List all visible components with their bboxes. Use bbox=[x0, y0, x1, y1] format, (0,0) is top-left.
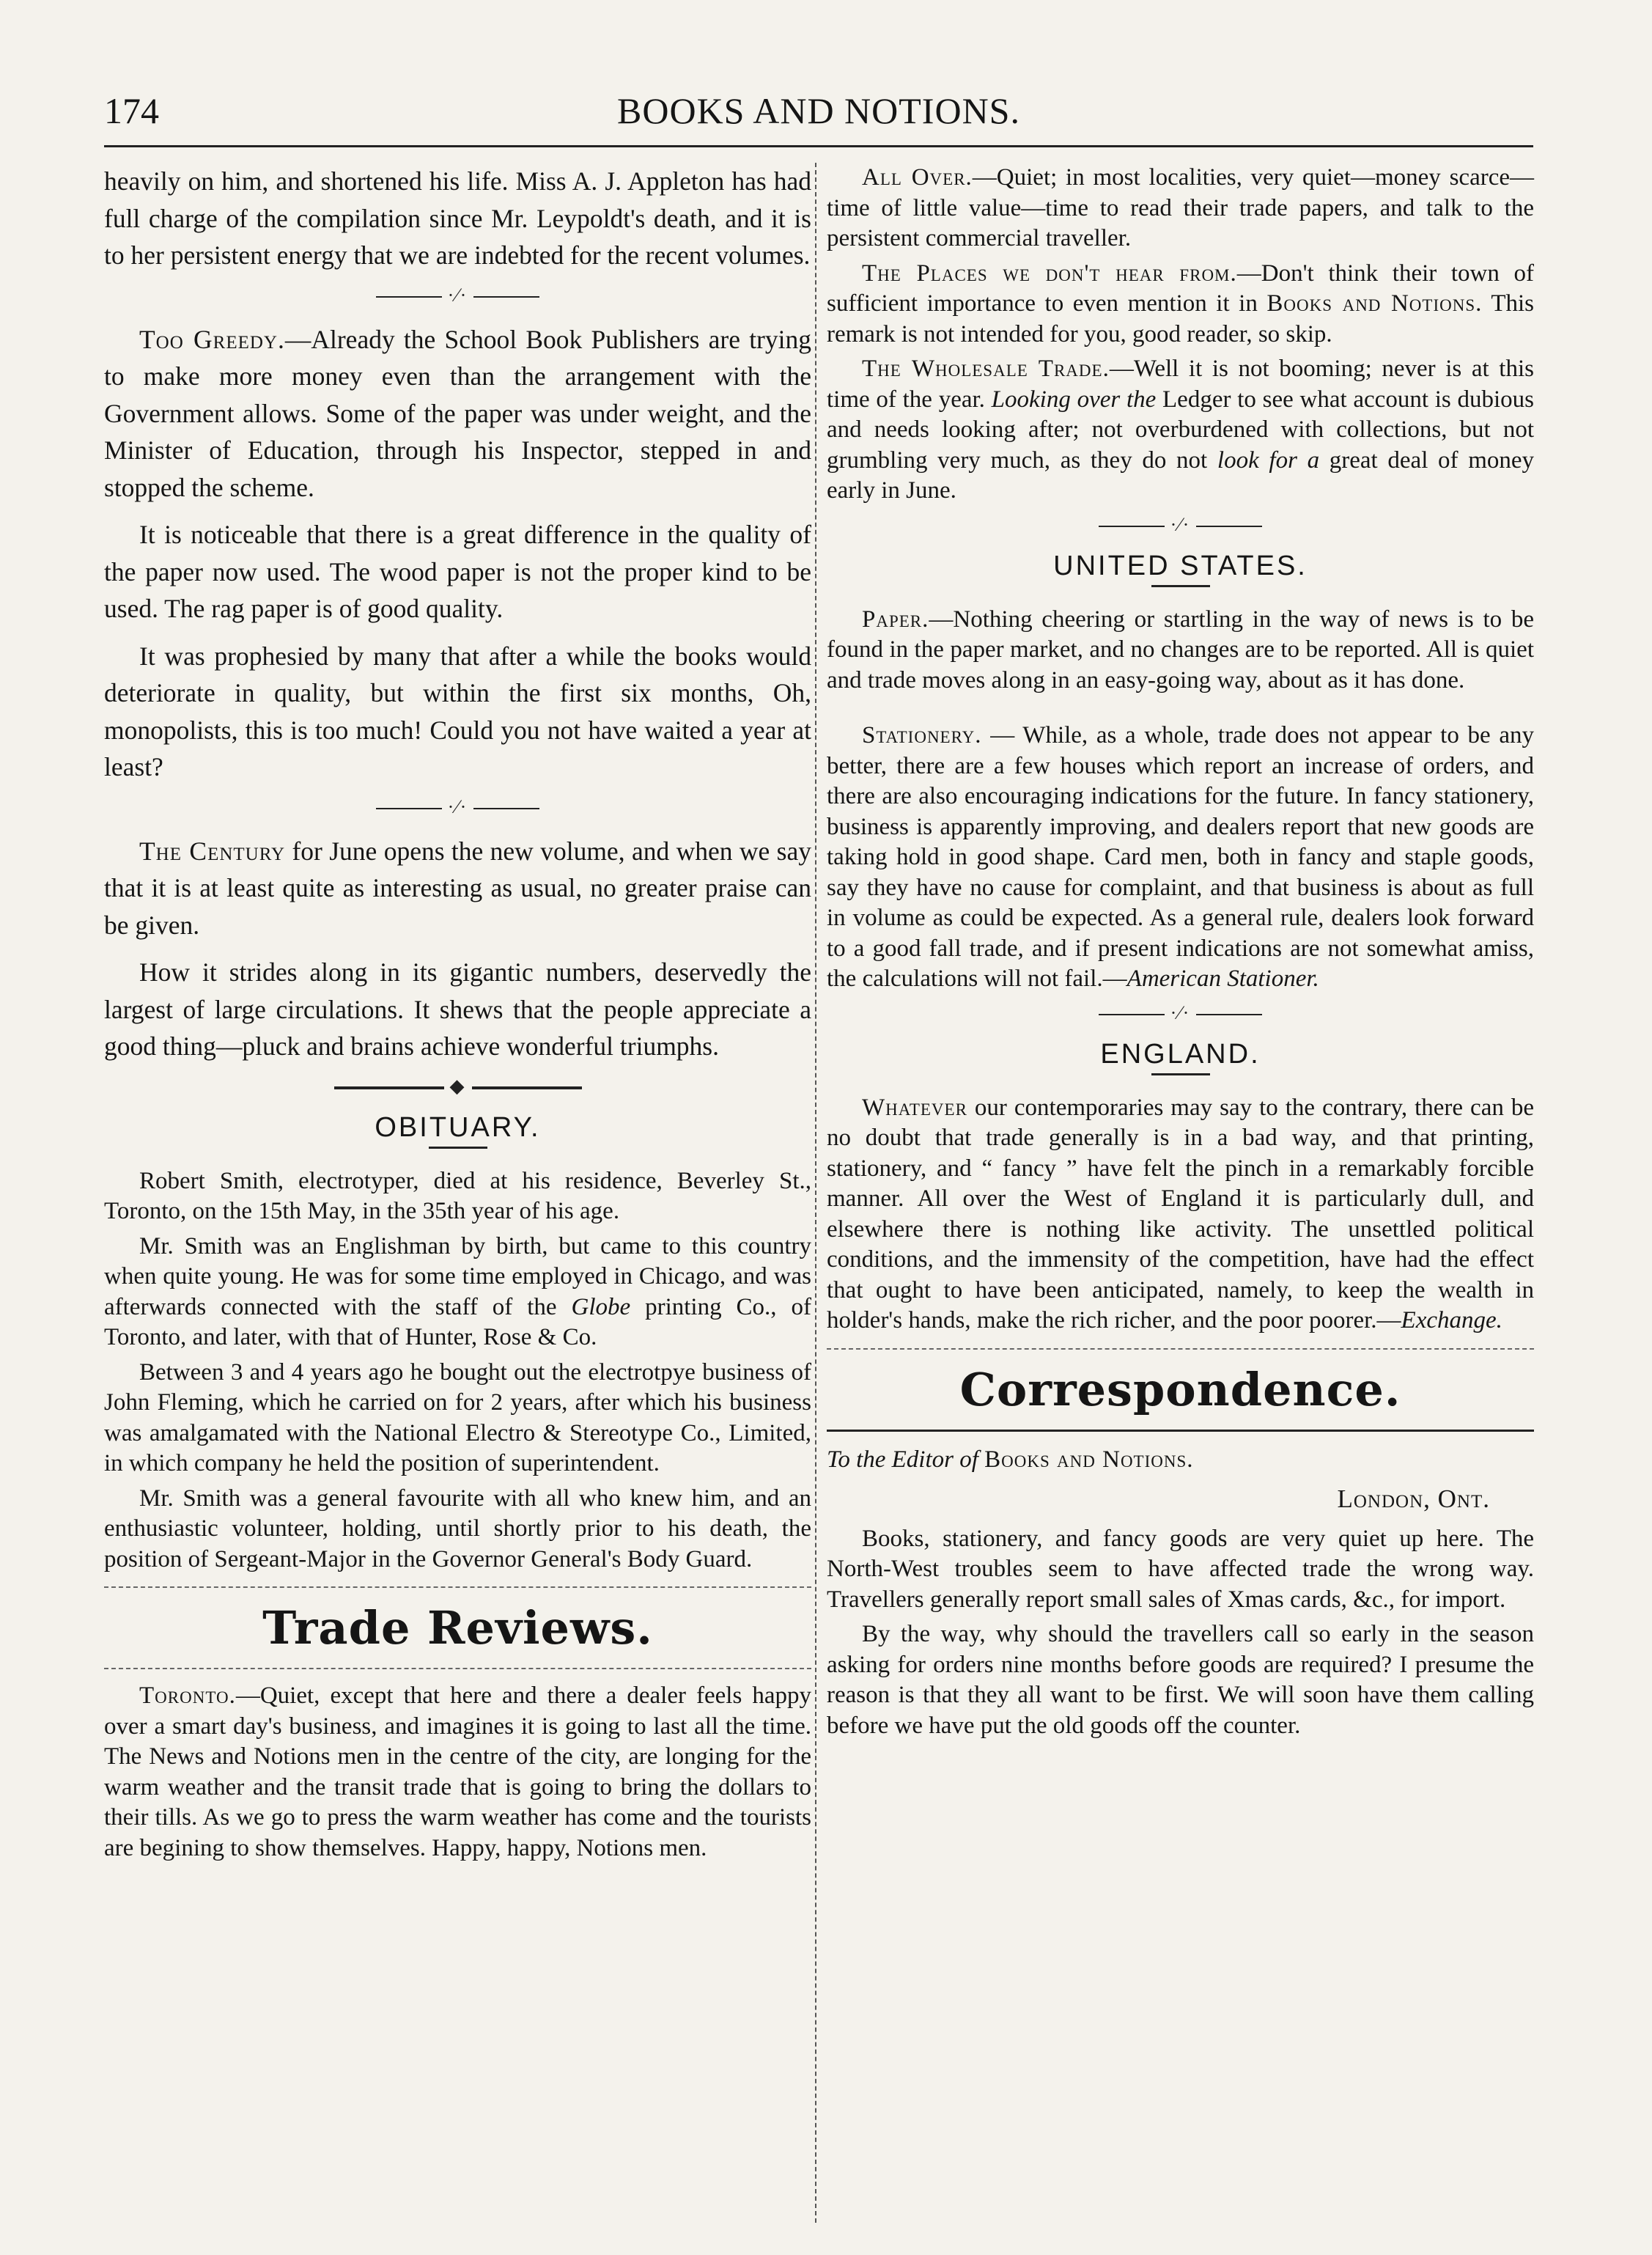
paragraph: It is noticeable that there is a great difference in the quality of the paper now used. The wood paper is not the proper kind to be used. The rag paper is of good quality. bbox=[104, 520, 811, 623]
paragraph-too-greedy bbox=[104, 321, 811, 507]
salutation bbox=[827, 1443, 1534, 1476]
heading-underline bbox=[1151, 1073, 1210, 1075]
dashed-rule bbox=[104, 1586, 811, 1588]
paragraph-paper bbox=[827, 605, 1534, 696]
paragraph-stationery bbox=[827, 721, 1534, 995]
paragraph-text: —Quiet, except that here and there a dealer feels happy over a smart day's business, and imagines it is going to last all the time. The News and Notions men in the centre of the city, are longing for the warm weather and the transit trade that is going to bring the dollars to their tills. As we go to press the warm weather has come and the tourists are begining to show themselves. Happy, happy, Notions men. bbox=[104, 1682, 811, 1861]
paragraph-england bbox=[827, 1093, 1534, 1336]
paragraph-text: great deal of money early in June. bbox=[827, 446, 1535, 504]
solid-rule bbox=[827, 1430, 1534, 1432]
paragraph-toronto bbox=[104, 1681, 811, 1864]
place-name: London, Ont. bbox=[1337, 1484, 1490, 1513]
ornament-divider: ◆ bbox=[104, 1075, 811, 1097]
paragraph-text: our contemporaries may say to the contrary, there can be no doubt that trade generally is in a bad way, and that printing, stationery, and “ fancy ” have felt the pinch in a remarkably forcible manner. All over the West of England it is particularly dull, and elsewhere there is nothing like activity. The unsettled political conditions, and the immensity of the competition, have had the effect that ought to have been anticipated, namely, to keep the wealth in holder's hands, make the rich richer, and the poor poorer.— bbox=[827, 1094, 1534, 1333]
paragraph-text: —Already the School Book Publishers are trying to make more money even than the arrangement with the Government allows. Some of the paper was under weight, and the Minister of Education, through his Inspector, stepped in and stopped the scheme. bbox=[104, 324, 811, 502]
heading-underline bbox=[429, 1147, 487, 1149]
dashed-rule bbox=[104, 1668, 811, 1669]
dashed-rule bbox=[827, 1348, 1534, 1350]
italic-text: Globe bbox=[571, 1293, 631, 1320]
italic-text: look for a bbox=[1217, 446, 1320, 474]
italic-text: Looking over the bbox=[991, 386, 1157, 413]
run-in-heading: Stationery. bbox=[862, 722, 982, 748]
run-in-heading: The Wholesale Trade. bbox=[862, 356, 1110, 382]
paragraph-all-over bbox=[827, 163, 1534, 254]
page-number: 174 bbox=[104, 90, 159, 131]
paragraph-text: — While, as a whole, trade does not appear to be any better, there are a few houses which report an increase of orders, and there are also encouraging indications for the future. In fancy stationery, business is apparently improving, and dealers report that new goods are taking hold in good shape. Card men, both in fancy and staple goods, say they have no cause for complaint, and that business is about as full in volume as could be expected. As a general rule, dealers look forward to a good fall trade, and if present indications are not somewhat amiss, the calculations will not fail.— bbox=[827, 722, 1534, 992]
ornament-divider: ·⁄· bbox=[104, 284, 811, 306]
paragraph: Books, stationery, and fancy goods are very quiet up here. The North-West troubles seem to have affected trade the wrong way. Travellers generally report small sales of Xmas cards, &c., for import. bbox=[827, 1525, 1534, 1613]
run-in-heading: Toronto. bbox=[139, 1682, 236, 1709]
section-heading-england: ENGLAND. bbox=[1100, 1038, 1261, 1070]
ornament-divider: ·⁄· bbox=[827, 514, 1534, 536]
paragraph-text: printing Co., of Toronto, and later, with that of Hunter, Rose & Co. bbox=[104, 1293, 812, 1350]
paragraph: It was prophesied by many that after a while the books would deteriorate in quality, but within the first six months, Oh, monopolists, this is too much! Could you not have waited a year at least? bbox=[104, 641, 811, 781]
left-column bbox=[104, 163, 811, 1868]
source-credit: American Stationer. bbox=[1126, 965, 1319, 992]
right-column bbox=[827, 163, 1534, 1745]
paragraph-text: for June opens the new volume, and when we say that it is at least quite as interesting as usual, no greater praise can be given. bbox=[104, 836, 811, 940]
paragraph-text: —Well it is not booming; never is at this time of the year. bbox=[827, 356, 1534, 413]
paragraph-text: This remark is not intended for you, good reader, so skip. bbox=[827, 290, 1534, 347]
small-caps-text: Books and Notions. bbox=[984, 1446, 1194, 1473]
paragraph: Robert Smith, electrotyper, died at his residence, Beverley St., Toronto, on the 15th May, in the 35th year of his age. bbox=[104, 1167, 811, 1224]
header-rule bbox=[104, 145, 1533, 147]
section-heading-trade-reviews: Trade Reviews. bbox=[262, 1601, 653, 1655]
run-in-heading: Paper. bbox=[862, 606, 929, 633]
section-heading-obituary: OBITUARY. bbox=[375, 1111, 541, 1143]
source-credit: Exchange. bbox=[1401, 1307, 1502, 1333]
paragraph-text: —Quiet; in most localities, very quiet—money scarce—time of little value—time to read their trade papers, and talk to the persistent commercial traveller. bbox=[827, 164, 1535, 251]
italic-text: To the Editor of bbox=[827, 1446, 985, 1473]
paragraph: How it strides along in its gigantic numbers, deservedly the largest of large circulations. It shews that the people appreciate a good thing—pluck and brains achieve wonderful triumphs. bbox=[104, 957, 811, 1061]
section-heading-united-states: UNITED STATES. bbox=[1053, 550, 1308, 581]
run-in-heading: Too Greedy. bbox=[139, 324, 285, 354]
paragraph-places bbox=[827, 259, 1534, 350]
ornament-divider: ·⁄· bbox=[827, 1002, 1534, 1024]
run-in-heading: All Over. bbox=[862, 164, 973, 191]
paragraph bbox=[104, 1232, 811, 1353]
small-caps-text: Books and Notions. bbox=[1266, 290, 1483, 317]
ornament-divider: ·⁄· bbox=[104, 796, 811, 818]
running-title: BOOKS AND NOTIONS. bbox=[617, 90, 1020, 131]
paragraph: Mr. Smith was a general favourite with all who knew him, and an enthusiastic volunteer, holding, until shortly prior to his death, the position of Sergeant-Major in the Governor General's Body Guard. bbox=[104, 1485, 811, 1572]
paragraph-text: —Don't think their town of sufficient importance to even mention it in bbox=[827, 260, 1534, 317]
paragraph-wholesale bbox=[827, 354, 1534, 507]
spacer bbox=[827, 700, 1534, 721]
run-in-heading: The Places we don't hear from. bbox=[862, 260, 1237, 287]
paragraph-century bbox=[104, 833, 811, 944]
paragraph: By the way, why should the travellers call so early in the season asking for orders nine months before goods are required? I presume the reason is that they all want to be first. We will soon have them calling before we have put the old goods off the counter. bbox=[827, 1621, 1534, 1739]
heading-underline bbox=[1151, 585, 1210, 587]
section-heading-correspondence: Correspondence. bbox=[959, 1362, 1401, 1416]
dateline bbox=[827, 1482, 1490, 1517]
column-divider bbox=[815, 163, 816, 2223]
paragraph-text: Mr. Smith was an Englishman by birth, but came to this country when quite young. He was for some time employed in Chicago, and was afterwards connected with the staff of the bbox=[104, 1232, 811, 1320]
run-in-heading: Whatever bbox=[862, 1094, 967, 1121]
paragraph-text: Ledger to see what account is dubious and needs looking after; not overburdened with collections, but not grumbling very much, as they do not bbox=[827, 386, 1534, 474]
paragraph: Between 3 and 4 years ago he bought out the electrotpye business of John Fleming, which he carried on for 2 years, after which his business was amalgamated with the National Electro & Stereotype Co., Limited, in which company he held the position of superintendent. bbox=[104, 1358, 811, 1476]
paragraph-text: —Nothing cheering or startling in the way of news is to be found in the paper market, and no changes are to be reported. All is quiet and trade moves along in an easy-going way, about as it has done. bbox=[827, 606, 1534, 694]
paragraph: heavily on him, and shortened his life. Miss A. J. Appleton has had full charge of the compilation since Mr. Leypoldt's death, and it is to her persistent energy that we are indebted for the recent volumes. bbox=[104, 166, 811, 270]
run-in-heading: The Century bbox=[139, 836, 286, 866]
page-header bbox=[104, 89, 1533, 142]
